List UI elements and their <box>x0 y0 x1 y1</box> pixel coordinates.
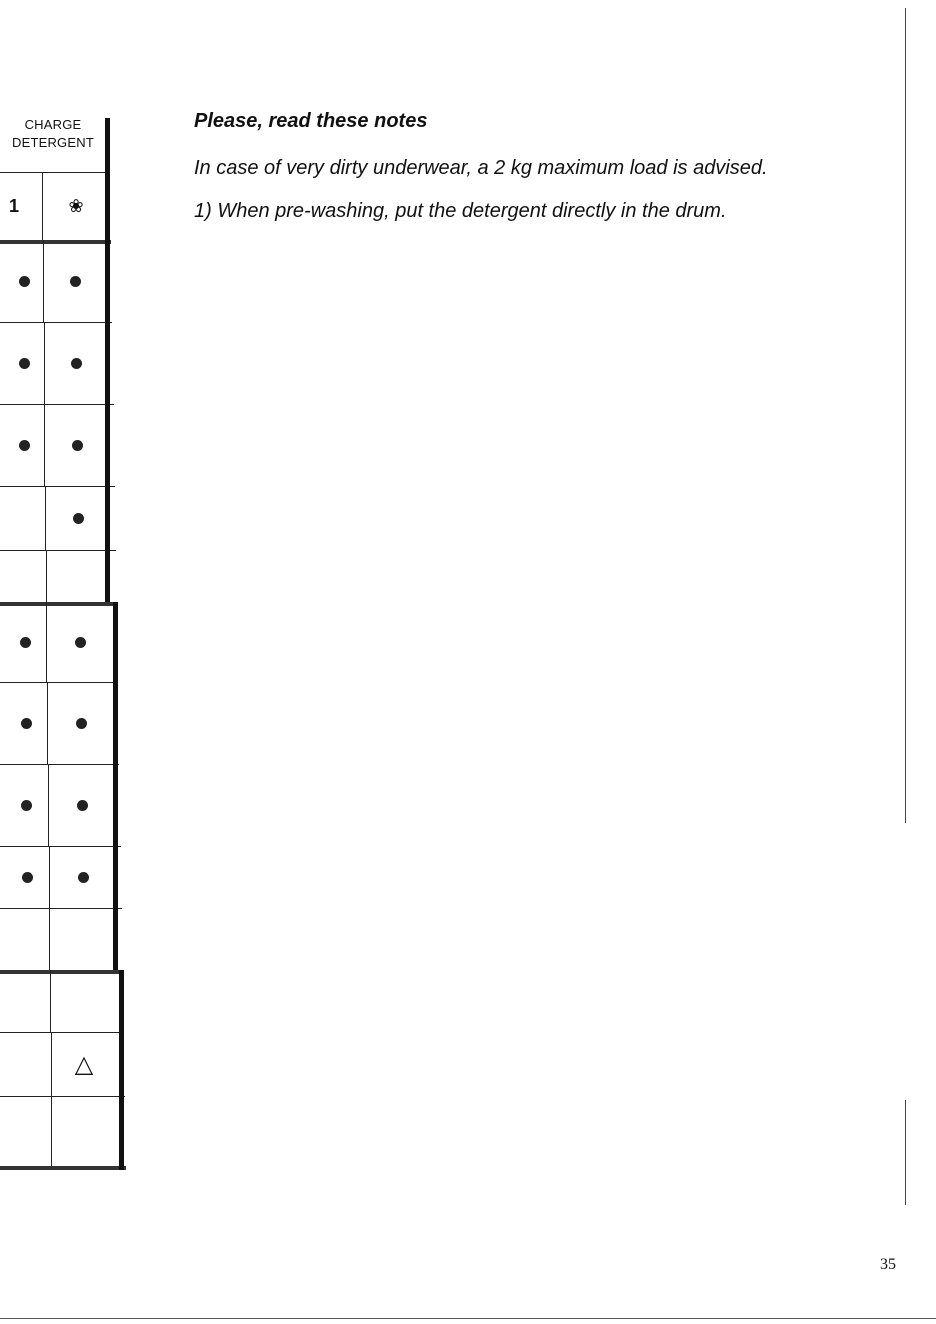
flower-icon: ❀ <box>68 195 84 217</box>
dot-mark <box>22 872 33 883</box>
table-rule <box>0 764 119 765</box>
table-rule <box>0 1166 126 1170</box>
table-right-border <box>119 970 124 1170</box>
dot-mark <box>21 800 32 811</box>
dot-icon <box>65 271 85 291</box>
table-rule <box>0 322 112 323</box>
notes-section <box>194 110 874 241</box>
table-rule <box>0 908 122 909</box>
dot-icon <box>17 867 37 887</box>
detergent-table <box>0 108 128 1170</box>
dot-icon <box>68 508 88 528</box>
column-divider <box>42 172 43 240</box>
dot-mark <box>77 800 88 811</box>
table-rule <box>0 240 111 244</box>
dot-mark <box>78 872 89 883</box>
bottom-rule <box>0 1318 936 1319</box>
column-divider <box>44 404 45 486</box>
table-rule <box>0 172 106 173</box>
dot-mark <box>19 358 30 369</box>
table-rule <box>0 846 121 847</box>
column-divider <box>44 322 45 404</box>
header-detergent: DETERGENT <box>12 135 94 150</box>
table-rule <box>0 1096 125 1097</box>
dot-mark <box>72 440 83 451</box>
notes-paragraph-prewash: 1) When pre-washing, put the detergent directly in the drum. <box>194 200 727 222</box>
dot-icon <box>16 795 36 815</box>
notes-paragraph-load: In case of very dirty underwear, a 2 kg maximum load is advised. <box>194 157 768 179</box>
dot-icon <box>73 867 93 887</box>
dot-icon <box>67 435 87 455</box>
table-rule <box>0 486 115 487</box>
column-divider <box>51 1096 52 1166</box>
column-divider <box>47 682 48 764</box>
dot-icon <box>16 713 36 733</box>
dot-icon <box>66 353 86 373</box>
warning-triangle-icon: △ <box>74 1050 94 1078</box>
dot-mark <box>73 513 84 524</box>
table-rule <box>0 682 118 683</box>
dot-icon <box>14 271 34 291</box>
dot-icon <box>14 435 34 455</box>
dot-icon <box>72 795 92 815</box>
col1-label: 1 <box>8 195 19 216</box>
column-divider <box>49 908 50 970</box>
column-divider <box>43 240 44 322</box>
column-divider <box>51 1032 52 1096</box>
column-divider <box>48 764 49 846</box>
table-rule <box>0 602 117 606</box>
margin-rule-lower <box>905 1100 906 1205</box>
dot-mark <box>20 637 31 648</box>
page-number: 35 <box>880 1256 896 1273</box>
table-right-border <box>105 118 110 602</box>
column-divider <box>45 486 46 550</box>
dot-icon <box>14 353 34 373</box>
column-divider <box>46 602 47 682</box>
dot-mark <box>21 718 32 729</box>
dot-icon <box>71 713 91 733</box>
header-charge: CHARGE <box>24 117 82 132</box>
dot-mark <box>70 276 81 287</box>
table-right-border <box>113 602 118 970</box>
dot-mark <box>75 637 86 648</box>
table-rule <box>0 970 123 974</box>
dot-mark <box>19 440 30 451</box>
dot-mark <box>19 276 30 287</box>
table-rule <box>0 1032 124 1033</box>
dot-icon <box>70 632 90 652</box>
dot-mark <box>71 358 82 369</box>
column-divider <box>50 970 51 1032</box>
table-rule <box>0 550 116 551</box>
table-rule <box>0 404 114 405</box>
column-divider <box>49 846 50 908</box>
margin-rule-upper <box>905 8 906 823</box>
dot-icon <box>15 632 35 652</box>
dot-mark <box>76 718 87 729</box>
table-header <box>0 116 106 152</box>
notes-title: Please, read these notes <box>194 110 428 132</box>
column-divider <box>46 550 47 602</box>
